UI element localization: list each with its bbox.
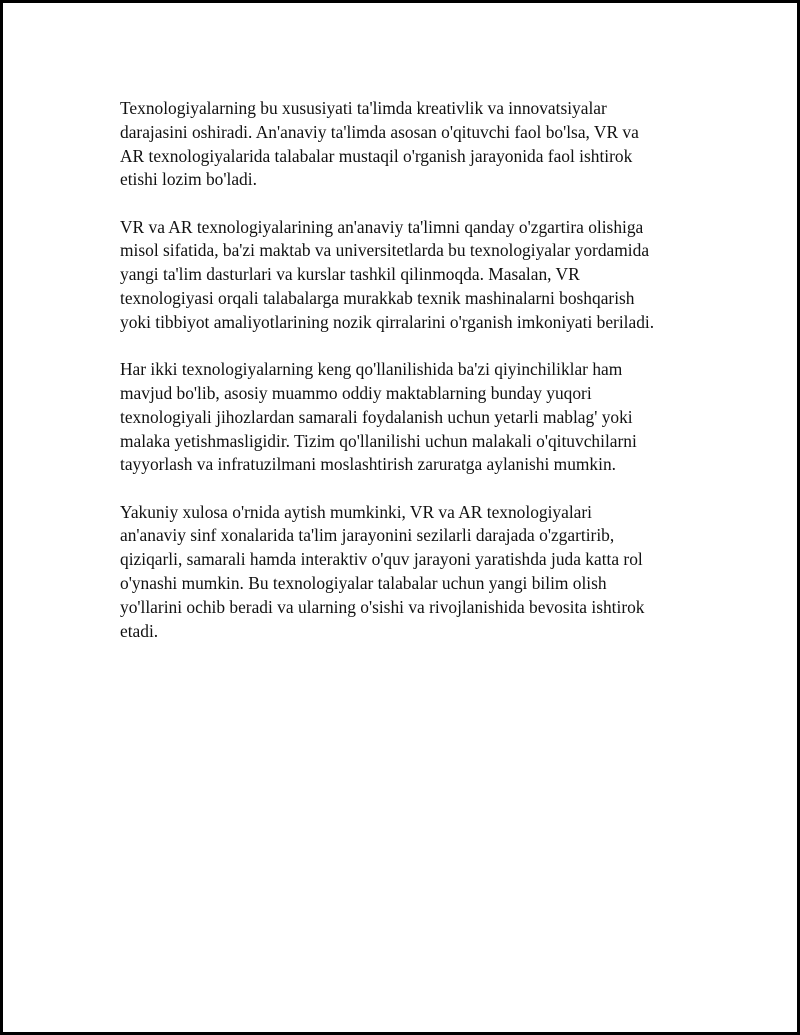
paragraph-line: texnologiyasi orqali talabalarga murakkab texnik mashinalarni boshqarish bbox=[120, 288, 635, 309]
paragraph-line: tayyorlash va infratuzilmani moslashtirish zaruratga aylanishi mumkin. bbox=[120, 454, 616, 475]
paragraph-1 bbox=[120, 97, 695, 192]
paragraph-line: AR texnologiyalarida talabalar mustaqil o'rganish jarayonida faol ishtirok bbox=[120, 145, 633, 166]
paragraph-line: etadi. bbox=[120, 620, 159, 641]
paragraph-line: VR va AR texnologiyalarining an'anaviy ta'limni qanday o'zgartira olishiga bbox=[120, 216, 644, 237]
paragraph-line: malaka yetishmasligidir. Tizim qo'llanilishi uchun malakali o'qituvchilarni bbox=[120, 430, 637, 451]
paragraph-line: misol sifatida, ba'zi maktab va universitetlarda bu texnologiyalar yordamida bbox=[120, 240, 650, 261]
paragraph-line: Yakuniy xulosa o'rnida aytish mumkinki, VR va AR texnologiyalari bbox=[120, 501, 593, 522]
paragraph-line: yo'llarini ochib beradi va ularning o'sishi va rivojlanishida bevosita ishtirok bbox=[120, 596, 645, 617]
paragraph-2 bbox=[120, 216, 695, 335]
paragraph-line: yangi ta'lim dasturlari va kurslar tashkil qilinmoqda. Masalan, VR bbox=[120, 264, 580, 285]
paragraph-line: qiziqarli, samarali hamda interaktiv o'quv jarayoni yaratishda juda katta rol bbox=[120, 549, 643, 570]
paragraph-line: texnologiyali jihozlardan samarali foydalanish uchun yetarli mablag' yoki bbox=[120, 406, 633, 427]
paragraph-line: Texnologiyalarning bu xususiyati ta'limda kreativlik va innovatsiyalar bbox=[120, 98, 607, 118]
paragraph-4 bbox=[120, 501, 695, 644]
paragraph-line: o'ynashi mumkin. Bu texnologiyalar talabalar uchun yangi bilim olish bbox=[120, 573, 607, 594]
paragraph-line: an'anaviy sinf xonalarida ta'lim jarayonini sezilarli darajada o'zgartirib, bbox=[120, 525, 615, 546]
paragraph-line: etishi lozim bo'ladi. bbox=[120, 169, 257, 190]
document-body bbox=[120, 97, 695, 667]
paragraph-3 bbox=[120, 358, 695, 477]
paragraph-line: Har ikki texnologiyalarning keng qo'llanilishida ba'zi qiyinchiliklar ham bbox=[120, 359, 623, 380]
paragraph-line: yoki tibbiyot amaliyotlarining nozik qirralarini o'rganish imkoniyati beriladi. bbox=[120, 311, 655, 332]
paragraph-line: darajasini oshiradi. An'anaviy ta'limda asosan o'qituvchi faol bo'lsa, VR va bbox=[120, 121, 639, 142]
paragraph-line: mavjud bo'lib, asosiy muammo oddiy maktablarning bunday yuqori bbox=[120, 382, 592, 403]
